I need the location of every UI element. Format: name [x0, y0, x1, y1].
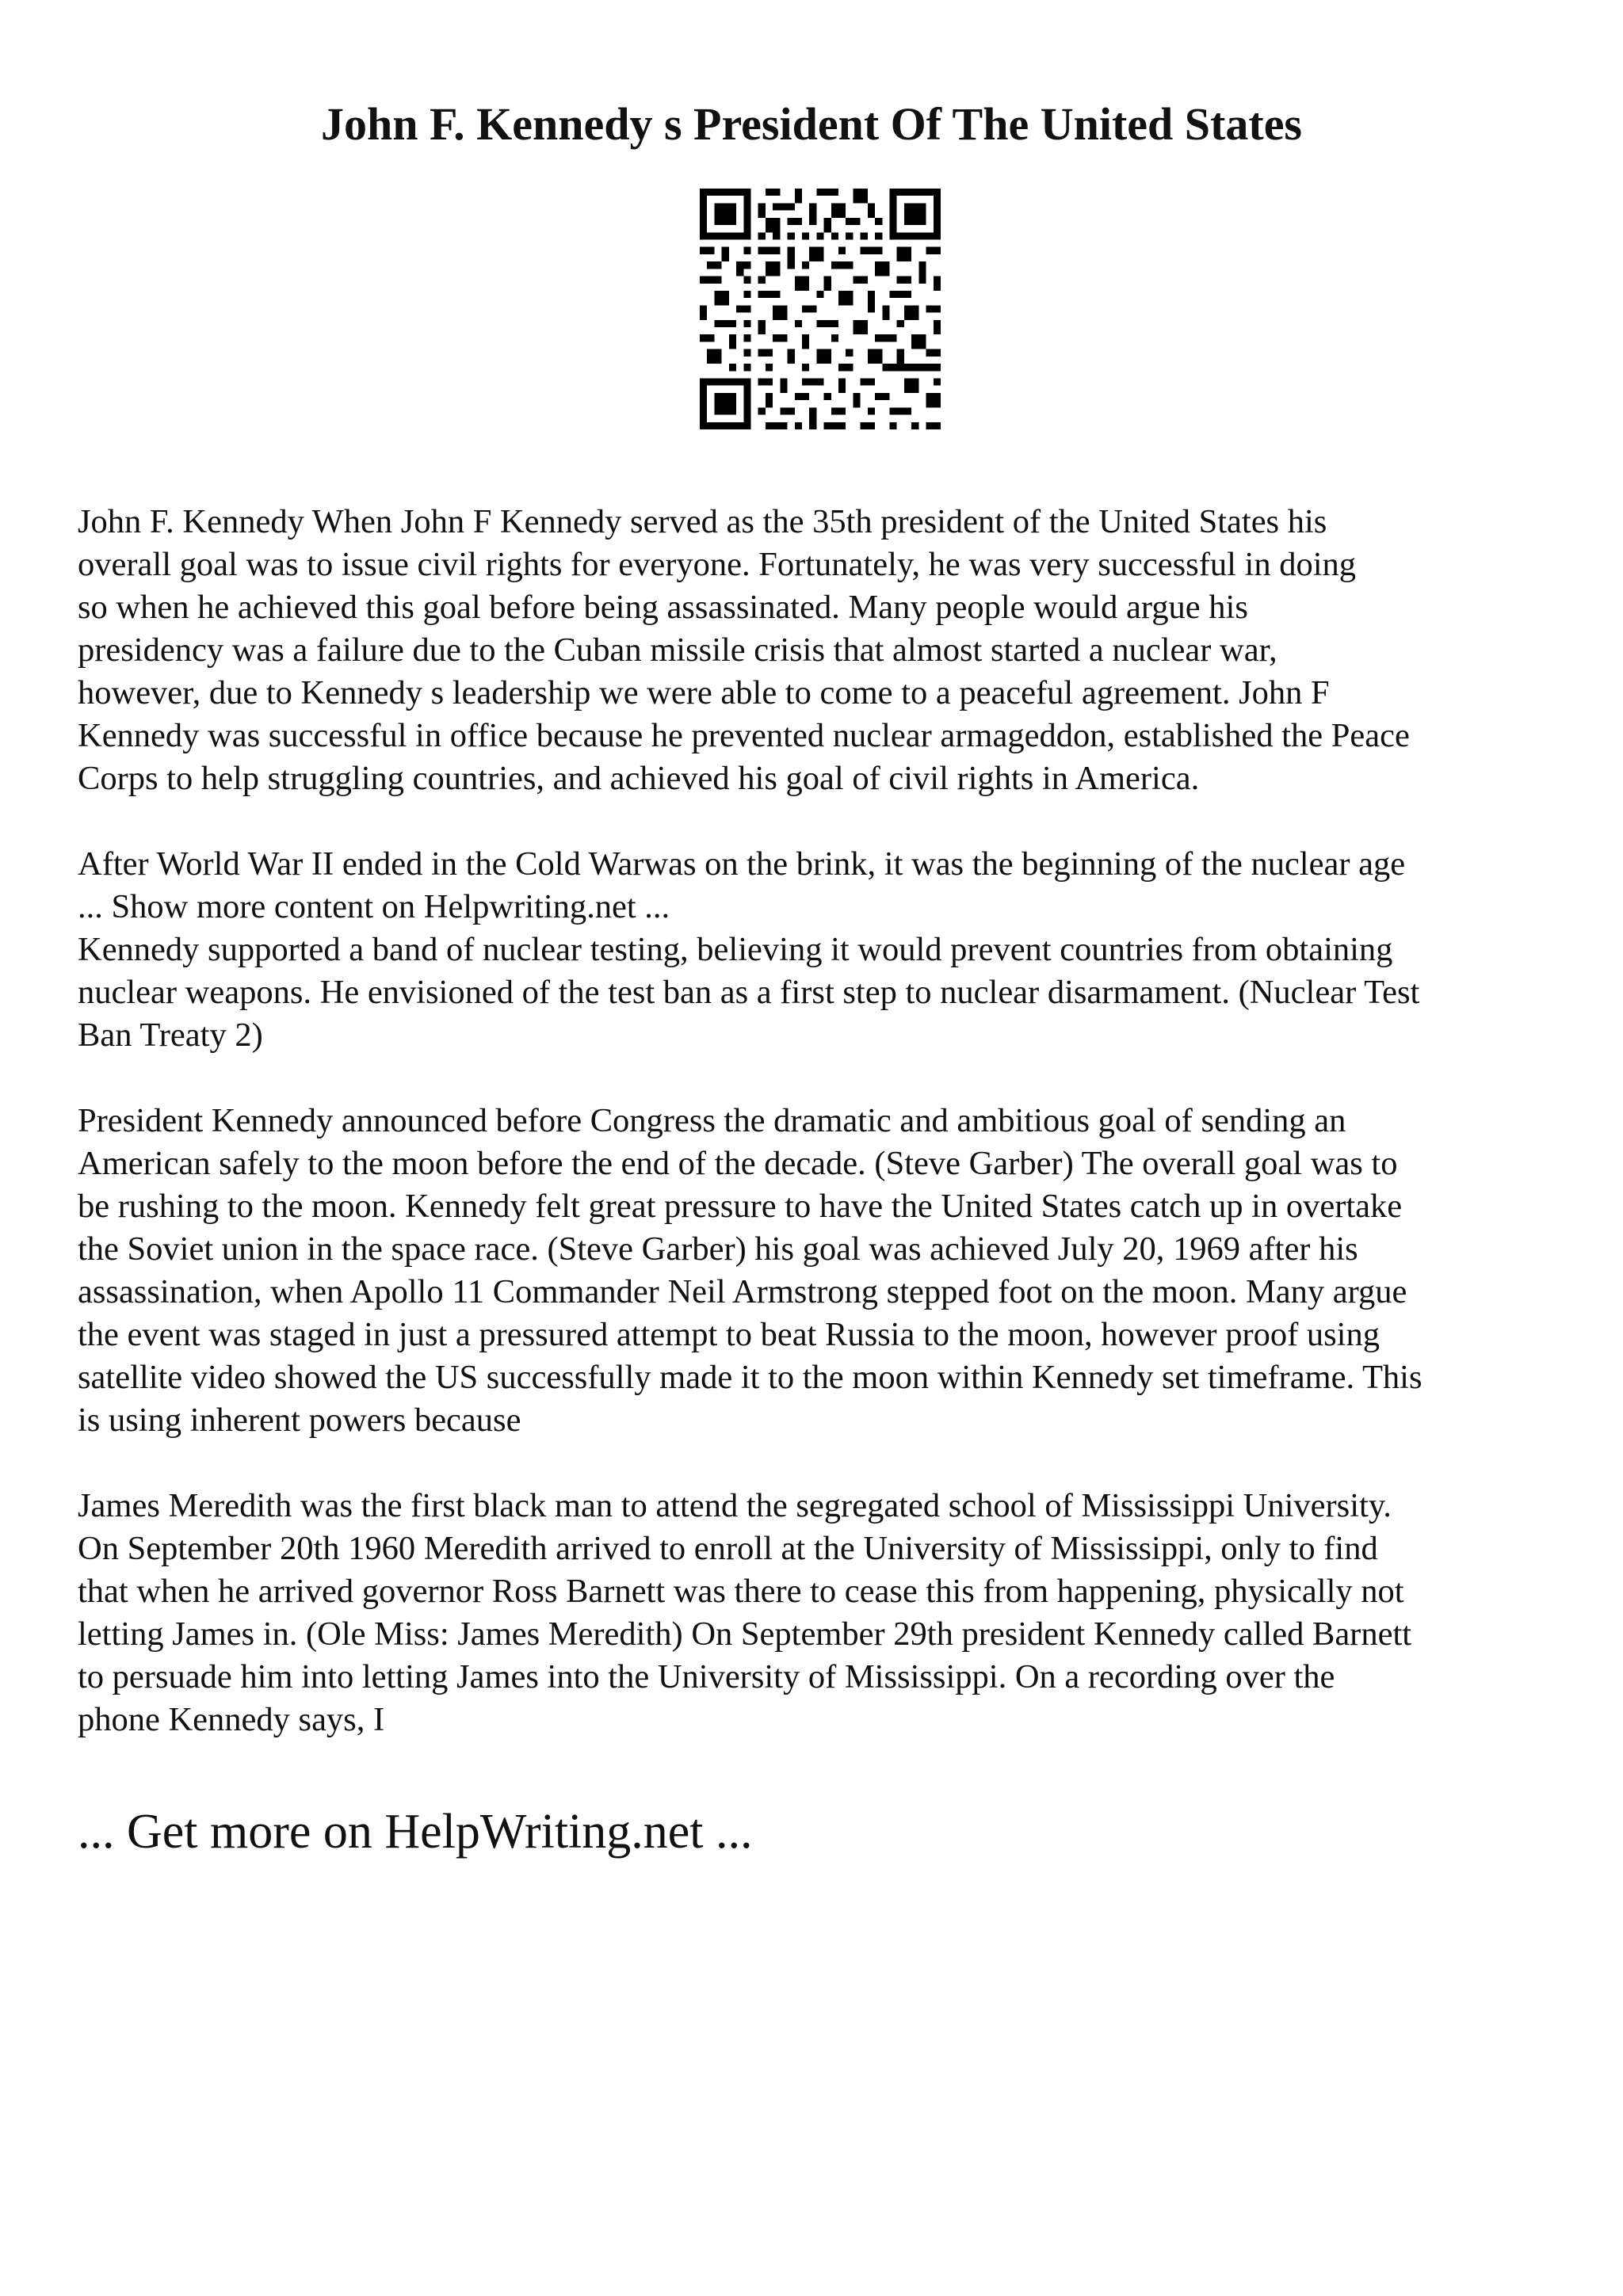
- paragraph-line: John F. Kennedy When John F Kennedy served as the 35th president of the United States his: [78, 503, 1327, 540]
- paragraph-line: satellite video showed the US successfully made it to the moon within Kennedy set timeframe. This: [78, 1359, 1423, 1396]
- show-more-link[interactable]: ... Show more content on Helpwriting.net ...: [78, 888, 670, 925]
- paragraph-line: Kennedy supported a band of nuclear testing, believing it would prevent countries from obtaining: [78, 931, 1393, 968]
- get-more-link[interactable]: ... Get more on HelpWriting.net ...: [78, 1805, 753, 1859]
- paragraph-line: letting James in. (Ole Miss: James Meredith) On September 29th president Kennedy called Barnett: [78, 1615, 1412, 1653]
- paragraph-line: On September 20th 1960 Meredith arrived to enroll at the University of Mississippi, only to find: [78, 1530, 1378, 1567]
- paragraph-line: however, due to Kennedy s leadership we were able to come to a peaceful agreement. John F: [78, 674, 1330, 711]
- paragraph-line: is using inherent powers because: [78, 1402, 521, 1439]
- paragraph-meredith: [78, 1485, 1568, 1741]
- paragraph-line: Corps to help struggling countries, and achieved his goal of civil rights in America.: [78, 760, 1200, 797]
- paragraph-cold-war: [78, 843, 1568, 929]
- paragraph-line: After World War II ended in the Cold Warwas on the brink, it was the beginning of the nuclear age: [78, 845, 1406, 883]
- paragraph-line: President Kennedy announced before Congress the dramatic and ambitious goal of sending an: [78, 1102, 1346, 1139]
- document-title: John F. Kennedy s President Of The United States: [320, 98, 1303, 150]
- paragraph-line: presidency was a failure due to the Cuban missile crisis that almost started a nuclear war,: [78, 631, 1277, 669]
- qr-code-icon[interactable]: [700, 189, 941, 429]
- paragraph-line: phone Kennedy says, I: [78, 1701, 385, 1738]
- paragraph-intro: [78, 501, 1568, 800]
- paragraph-line: Kennedy was successful in office because he prevented nuclear armageddon, established the Peace: [78, 717, 1410, 754]
- paragraph-line: be rushing to the moon. Kennedy felt great pressure to have the United States catch up in overtake: [78, 1188, 1403, 1225]
- paragraph-test-ban: [78, 929, 1568, 1057]
- paragraph-line: American safely to the moon before the end of the decade. (Steve Garber) The overall goal was to: [78, 1145, 1398, 1182]
- paragraph-line: to persuade him into letting James into the University of Mississippi. On a recording over the: [78, 1658, 1335, 1695]
- paragraph-line: James Meredith was the first black man to attend the segregated school of Mississippi University.: [78, 1487, 1392, 1524]
- qr-code-graphic: [700, 189, 941, 429]
- paragraph-line: assassination, when Apollo 11 Commander Neil Armstrong stepped foot on the moon. Many argue: [78, 1273, 1407, 1310]
- paragraph-line: the event was staged in just a pressured attempt to beat Russia to the moon, however proof using: [78, 1316, 1380, 1353]
- paragraph-line: the Soviet union in the space race. (Steve Garber) his goal was achieved July 20, 1969 after his: [78, 1230, 1358, 1268]
- paragraph-line: Ban Treaty 2): [78, 1016, 263, 1054]
- paragraph-line: so when he achieved this goal before being assassinated. Many people would argue his: [78, 589, 1248, 626]
- paragraph-line: nuclear weapons. He envisioned of the test ban as a first step to nuclear disarmament. (Nuclear Test: [78, 974, 1420, 1011]
- paragraph-line: that when he arrived governor Ross Barnett was there to cease this from happening, physically not: [78, 1573, 1404, 1610]
- paragraph-moon: [78, 1100, 1568, 1442]
- document-body: [78, 501, 1568, 1784]
- paragraph-line: overall goal was to issue civil rights for everyone. Fortunately, he was very successful in doing: [78, 546, 1357, 583]
